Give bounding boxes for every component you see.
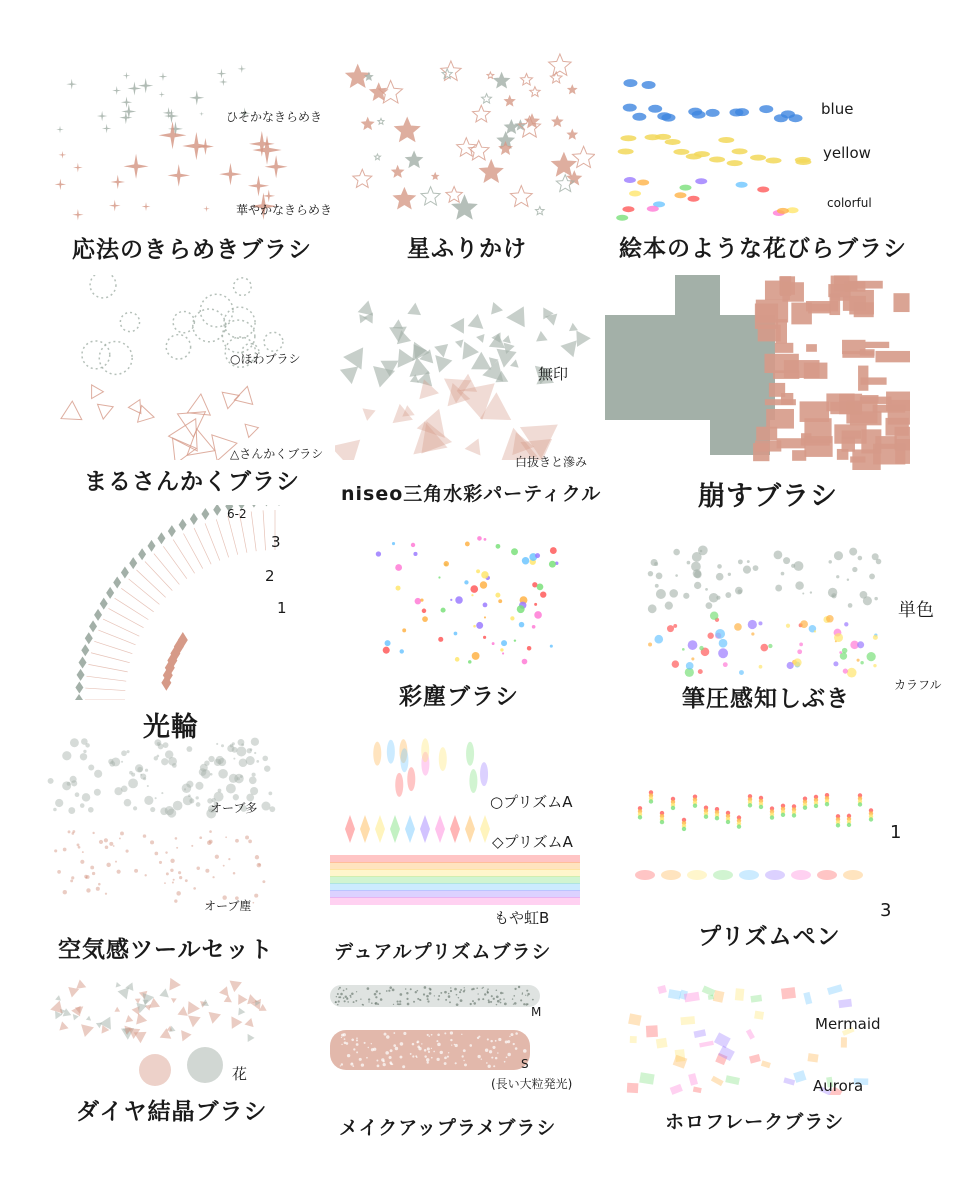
cell-title: 応法のきらめきブラシ	[72, 237, 312, 263]
cell-crumble-brush	[600, 270, 915, 515]
label-2: 2	[265, 567, 275, 585]
cell-title: 崩すブラシ	[698, 481, 838, 512]
label-s: S	[521, 1057, 529, 1071]
label-6-2: 6-2	[227, 507, 247, 521]
cell-title: 空気感ツールセット	[58, 937, 274, 963]
label-1: 1	[277, 599, 287, 617]
label-subtle-sparkle: ひそかなきらめき	[226, 110, 323, 124]
cell-title: ホロフレークブラシ	[665, 1111, 845, 1133]
label-yellow: yellow	[823, 144, 871, 162]
cell-holo-flake	[615, 975, 915, 1145]
crumble-sample	[600, 270, 910, 470]
label-3: 3	[880, 900, 892, 921]
label-fluffy-brush: ○ほわブラシ	[230, 352, 301, 366]
label-long-sparkle: (長い大粒発光)	[491, 1077, 573, 1091]
petal-sample	[605, 60, 815, 225]
label-mermaid: Mermaid	[815, 1015, 881, 1033]
label-3: 3	[271, 533, 281, 551]
label-aurora: Aurora	[813, 1077, 864, 1095]
label-triangle-brush: △さんかくブラシ	[230, 447, 324, 461]
cell-petal-brush	[605, 60, 935, 270]
halo-sample	[45, 505, 285, 700]
makeup-glitter-sample	[325, 975, 545, 1085]
cell-title: 星ふりかけ	[407, 236, 527, 262]
cell-title: 光輪	[143, 712, 199, 743]
cell-pressure-splash	[640, 540, 960, 720]
label-prism-a-circle: ○プリズムA	[490, 793, 573, 811]
cell-makeup-glitter	[325, 975, 605, 1150]
cell-atmosphere-toolset	[40, 735, 325, 970]
star-sprinkle-sample	[335, 50, 595, 225]
cell-title: 絵本のような花びらブラシ	[619, 236, 907, 262]
cell-title: デュアルプリズムブラシ	[334, 941, 552, 963]
label-colorful: カラフル	[894, 678, 942, 692]
label-haze-rainbow-b: もや虹B	[494, 909, 550, 927]
label-orb-many: オーブ多	[210, 801, 258, 815]
cell-title: 彩塵ブラシ	[399, 684, 519, 710]
color-dust-sample	[365, 530, 565, 670]
label-m: M	[531, 1005, 542, 1019]
cell-star-sprinkle	[335, 50, 595, 270]
label-single-color: 単色	[898, 600, 934, 621]
label-flower: 花	[232, 1065, 248, 1083]
splash-sample	[640, 540, 885, 680]
cell-color-dust	[365, 530, 585, 720]
label-colorful: colorful	[827, 196, 872, 210]
prism-pen-sample	[630, 770, 890, 900]
label-plain: 無印	[538, 365, 569, 383]
cell-circle-triangle-brush	[40, 275, 330, 500]
sparkle-sample	[40, 55, 323, 225]
label-1: 1	[890, 822, 902, 843]
cell-title: まるさんかくブラシ	[84, 469, 300, 495]
label-prism-a-diamond: ◇プリズムA	[492, 833, 573, 851]
cell-title: プリズムペン	[698, 924, 841, 950]
cell-title: 筆圧感知しぶき	[682, 686, 850, 712]
label-white-bleed: 白抜きと滲み	[515, 455, 588, 469]
cell-niseo-triangle-particle	[335, 295, 620, 510]
cell-dual-prism	[330, 735, 605, 970]
cell-halo	[45, 505, 305, 745]
label-orb-dust: オーブ塵	[204, 899, 252, 913]
label-blue: blue	[821, 100, 854, 118]
cell-diamond-crystal	[40, 975, 310, 1135]
cell-title: メイクアップラメブラシ	[339, 1117, 557, 1139]
cell-sparkle-brush	[40, 55, 333, 270]
cell-title: niseo三角水彩パーティクル	[341, 483, 602, 505]
atmosphere-sample	[40, 735, 280, 910]
label-gorgeous-sparkle: 華やかなきらめき	[236, 203, 333, 217]
circle-triangle-sample	[40, 275, 330, 460]
cell-title: ダイヤ結晶ブラシ	[76, 1099, 268, 1125]
cell-prism-pen	[630, 770, 930, 950]
